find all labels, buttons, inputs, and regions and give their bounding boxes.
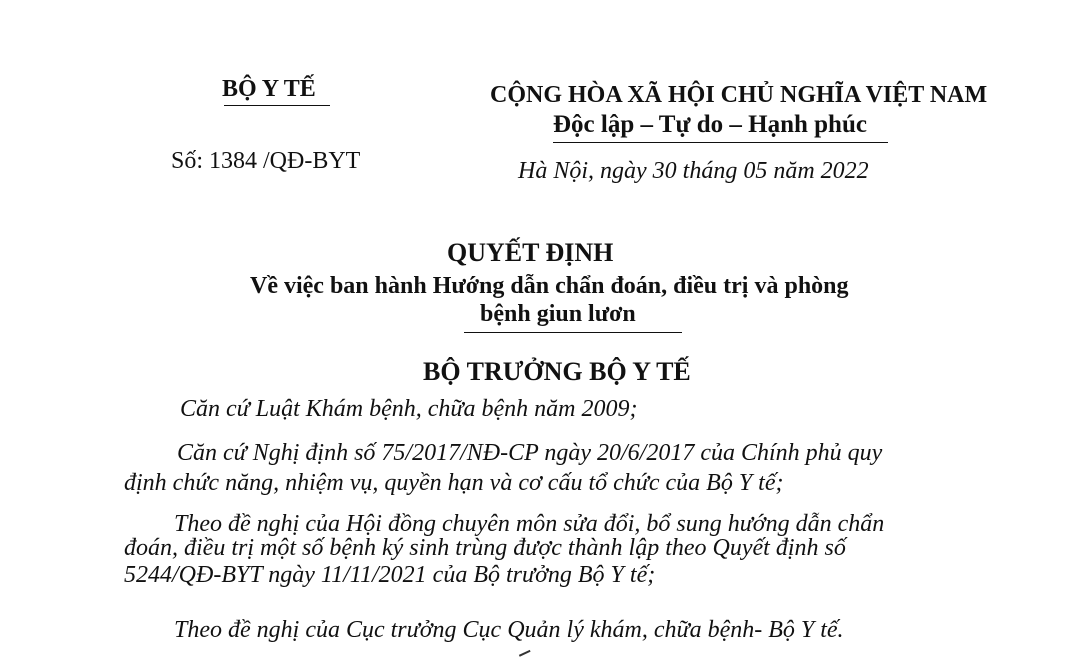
body-line: đoán, điều trị một số bệnh ký sinh trùng được thành lập theo Quyết định số — [124, 535, 846, 561]
national-title: CỘNG HÒA XÃ HỘI CHỦ NGHĨA VIỆT NAM — [490, 82, 988, 108]
document-title: QUYẾT ĐỊNH — [447, 238, 614, 267]
motto-underline — [553, 142, 888, 143]
ministry-underline — [224, 105, 330, 106]
document-subject-line-1: Về việc ban hành Hướng dẫn chẩn đoán, điều trị và phòng — [250, 273, 849, 299]
document-number: Số: 1384 /QĐ-BYT — [171, 148, 361, 174]
body-line: Căn cứ Luật Khám bệnh, chữa bệnh năm 2009; — [180, 396, 638, 422]
body-line: Theo đề nghị của Hội đồng chuyên môn sửa đổi, bổ sung hướng dẫn chẩn — [174, 511, 885, 537]
authority-heading: BỘ TRƯỞNG BỘ Y TẾ — [423, 357, 691, 386]
cut-off-diacritic — [519, 650, 533, 661]
issuing-ministry: BỘ Y TẾ — [222, 76, 316, 102]
body-line: Theo đề nghị của Cục trưởng Cục Quản lý khám, chữa bệnh- Bộ Y tế. — [174, 617, 844, 643]
national-motto: Độc lập – Tự do – Hạnh phúc — [553, 111, 867, 138]
place-and-date: Hà Nội, ngày 30 tháng 05 năm 2022 — [518, 158, 869, 184]
document-subject-line-2: bệnh giun lươn — [480, 301, 636, 327]
body-line: 5244/QĐ-BYT ngày 11/11/2021 của Bộ trưởng Bộ Y tế; — [124, 562, 656, 588]
subject-underline — [464, 332, 682, 333]
body-line: Căn cứ Nghị định số 75/2017/NĐ-CP ngày 20/6/2017 của Chính phủ quy — [177, 440, 883, 466]
body-line: định chức năng, nhiệm vụ, quyền hạn và cơ cấu tổ chức của Bộ Y tế; — [124, 470, 784, 496]
